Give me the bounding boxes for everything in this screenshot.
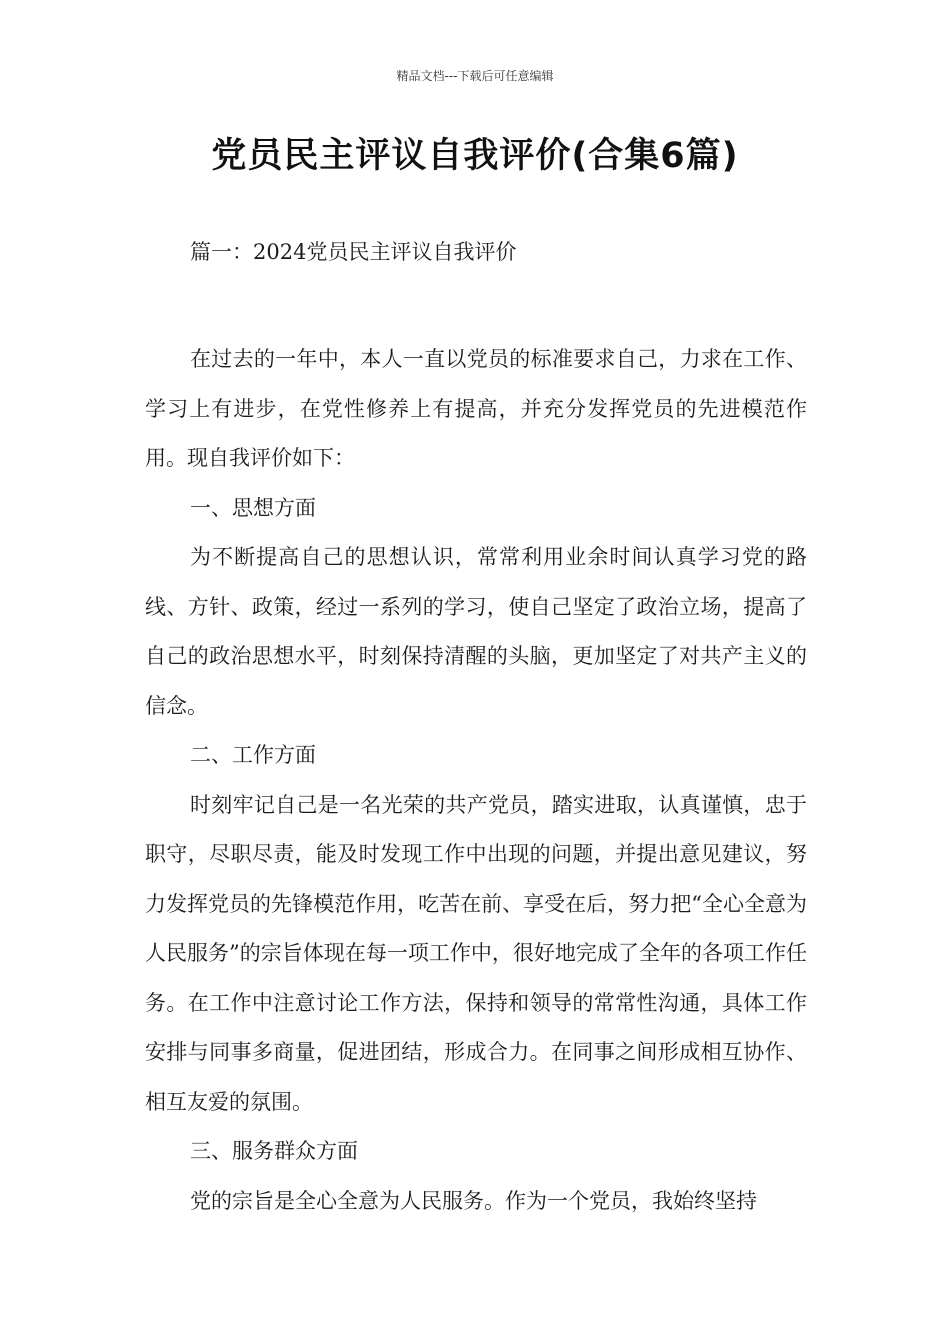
- paragraph-service: 党的宗旨是全心全意为人民服务。作为一个党员，我始终坚持: [190, 1188, 757, 1213]
- heading-work: 二、工作方面: [190, 743, 316, 767]
- heading-thought: 一、思想方面: [190, 495, 316, 520]
- document-body: [145, 335, 807, 1226]
- document-title: 党员民主评议自我评价(合集6篇): [211, 136, 739, 176]
- paragraph-intro: 在过去的一年中，本人一直以党员的标准要求自己，力求在工作、学习上有进步，在党性修养上有提高，并充分发挥党员的先进模范作用。现自我评价如下：: [145, 347, 807, 470]
- header-note: 精品文档---下载后可任意编辑: [396, 69, 554, 83]
- section-subtitle: 篇一：2024党员民主评议自我评价: [190, 240, 517, 264]
- heading-service: 三、服务群众方面: [190, 1139, 358, 1163]
- paragraph-thought: 为不断提高自己的思想认识，常常利用业余时间认真学习党的路线、方针、政策，经过一系列的学习，使自己坚定了政治立场，提高了自己的政治思想水平，时刻保持清醒的头脑，更加坚定了对共产主义的信念。: [145, 545, 807, 718]
- paragraph-work: 时刻牢记自己是一名光荣的共产党员，踏实进取，认真谨慎，忠于职守，尽职尽责，能及时发现工作中出现的问题，并提出意见建议，努力发挥党员的先锋模范作用，吃苦在前、享受在后，努力把“全心全意为人民服务”的宗旨体现在每一项工作中，很好地完成了全年的各项工作任务。在工作中注意讨论工作方法，保持和领导的常常性沟通，具体工作安排与同事多商量，促进团结，形成合力。在同事之间形成相互协作、相互友爱的氛围。: [145, 792, 807, 1114]
